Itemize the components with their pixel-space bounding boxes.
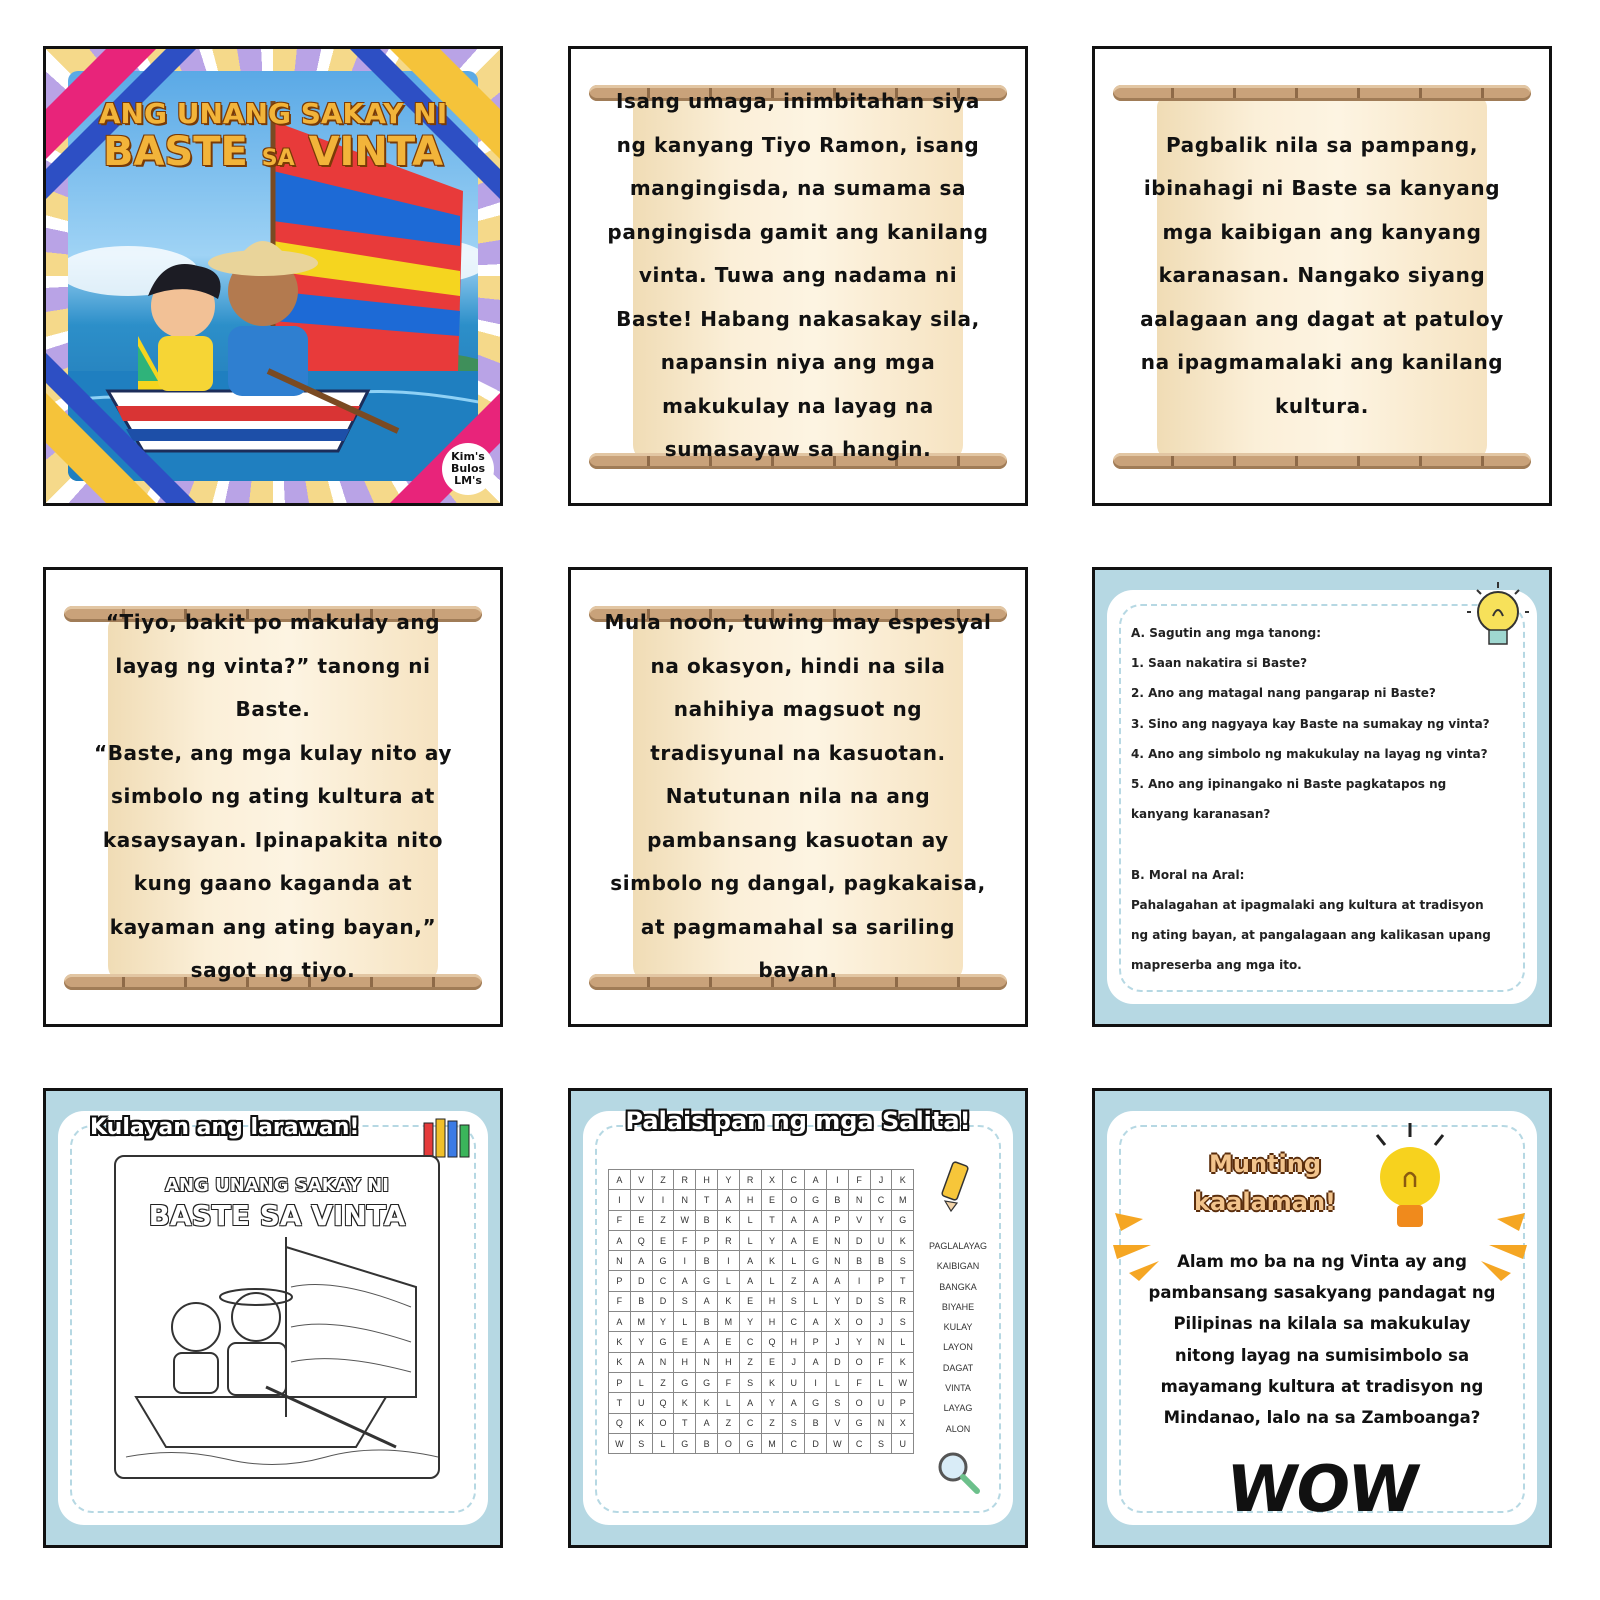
wordsearch-cell: M bbox=[717, 1312, 739, 1332]
wordsearch-cell: C bbox=[739, 1413, 761, 1433]
wordsearch-word: LAYON bbox=[943, 1342, 973, 1353]
wordsearch-cell: F bbox=[870, 1352, 892, 1372]
wordsearch-cell: X bbox=[761, 1170, 783, 1190]
wordsearch-cell: A bbox=[739, 1271, 761, 1291]
wordsearch-cell: A bbox=[739, 1251, 761, 1271]
cover-card bbox=[43, 46, 503, 506]
wordsearch-cell: U bbox=[870, 1230, 892, 1250]
wordsearch-cell: E bbox=[761, 1352, 783, 1372]
wordsearch-cell: P bbox=[805, 1332, 827, 1352]
wordsearch-cell: A bbox=[805, 1352, 827, 1372]
wordsearch-cell: C bbox=[783, 1170, 805, 1190]
cover-title-line2 bbox=[46, 129, 500, 175]
wordsearch-cell: M bbox=[761, 1433, 783, 1453]
wordsearch-cell: M bbox=[892, 1190, 914, 1210]
questions-text: A. Sagutin ang mga tanong: 1. Saan nakatira si Baste? 2. Ano ang matagal nang pangarap ni Baste? 3. Sino ang nagyaya kay Baste na sumakay ng vinta? 4. Ano ang simbolo ng makukulay na layag ng vinta? 5. Ano ang ipinangako ni Baste pagkatapos ng kanyang karanasan? B. Moral na Aral: Pahalagahan at ipagmalaki ang kultura at tradisyon ng ating bayan, at pangalagaan ang kalikasan upang mapreserba ang mga ito. bbox=[1131, 626, 1491, 973]
wordsearch-cell: Q bbox=[630, 1230, 652, 1250]
wordsearch-cell: Z bbox=[652, 1170, 674, 1190]
wordsearch-cell: R bbox=[739, 1170, 761, 1190]
wordsearch-cell: A bbox=[826, 1271, 848, 1291]
wordsearch-cell: I bbox=[652, 1190, 674, 1210]
wordsearch-cell: Q bbox=[609, 1413, 631, 1433]
wordsearch-cell: A bbox=[805, 1210, 827, 1230]
wordsearch-cell: E bbox=[739, 1291, 761, 1311]
wordsearch-cell: S bbox=[674, 1291, 696, 1311]
wordsearch-cell: N bbox=[870, 1332, 892, 1352]
wordsearch-cell: W bbox=[892, 1372, 914, 1392]
wordsearch-cell: L bbox=[761, 1271, 783, 1291]
wordsearch-cell: Z bbox=[739, 1352, 761, 1372]
wordsearch-cell: P bbox=[696, 1230, 718, 1250]
wordsearch-cell: F bbox=[848, 1170, 870, 1190]
wordsearch-cell: U bbox=[783, 1372, 805, 1392]
wordsearch-cell: O bbox=[848, 1352, 870, 1372]
wordsearch-cell: A bbox=[783, 1393, 805, 1413]
wordsearch-word-list bbox=[923, 1236, 993, 1439]
wordsearch-cell: A bbox=[696, 1332, 718, 1352]
wordsearch-word: DAGAT bbox=[942, 1362, 974, 1373]
wordsearch-cell: V bbox=[848, 1210, 870, 1230]
wordsearch-cell: A bbox=[609, 1230, 631, 1250]
wordsearch-cell: E bbox=[652, 1230, 674, 1250]
wordsearch-cell: Z bbox=[652, 1372, 674, 1392]
wordsearch-row bbox=[609, 1433, 914, 1453]
wordsearch-cell: K bbox=[717, 1210, 739, 1230]
wordsearch-cell: R bbox=[674, 1170, 696, 1190]
wordsearch-cell: G bbox=[674, 1433, 696, 1453]
wordsearch-cell: N bbox=[609, 1251, 631, 1271]
wordsearch-cell: R bbox=[717, 1230, 739, 1250]
wordsearch-cell: U bbox=[630, 1393, 652, 1413]
wordsearch-page bbox=[568, 1088, 1028, 1548]
wordsearch-cell: K bbox=[630, 1413, 652, 1433]
wordsearch-cell: K bbox=[717, 1291, 739, 1311]
wordsearch-cell: K bbox=[892, 1170, 914, 1190]
wordsearch-row bbox=[609, 1413, 914, 1433]
cover-title-baste: BASTE bbox=[102, 129, 248, 175]
wordsearch-cell: H bbox=[783, 1332, 805, 1352]
wordsearch-cell: D bbox=[652, 1291, 674, 1311]
wordsearch-cell: B bbox=[696, 1210, 718, 1230]
wordsearch-cell: N bbox=[674, 1190, 696, 1210]
wordsearch-cell: B bbox=[696, 1251, 718, 1271]
wordsearch-cell: L bbox=[783, 1251, 805, 1271]
wordsearch-cell: A bbox=[805, 1312, 827, 1332]
wordsearch-cell: Z bbox=[761, 1413, 783, 1433]
wordsearch-cell: E bbox=[674, 1332, 696, 1352]
wordsearch-cell: Z bbox=[783, 1271, 805, 1291]
wordsearch-cell: I bbox=[609, 1190, 631, 1210]
wordsearch-cell: P bbox=[870, 1271, 892, 1291]
coloring-image-frame bbox=[114, 1155, 440, 1479]
wordsearch-cell: F bbox=[717, 1372, 739, 1392]
wordsearch-cell: A bbox=[805, 1170, 827, 1190]
wordsearch-cell: D bbox=[848, 1230, 870, 1250]
wordsearch-cell: F bbox=[609, 1210, 631, 1230]
wordsearch-word: KAIBIGAN bbox=[936, 1261, 980, 1272]
wordsearch-row bbox=[609, 1170, 914, 1190]
wordsearch-word: VINTA bbox=[945, 1383, 971, 1394]
wordsearch-cell: D bbox=[826, 1352, 848, 1372]
wordsearch-cell: E bbox=[630, 1210, 652, 1230]
wordsearch-cell: V bbox=[630, 1190, 652, 1210]
wordsearch-cell: B bbox=[696, 1312, 718, 1332]
wordsearch-cell: B bbox=[630, 1291, 652, 1311]
wordsearch-cell: N bbox=[826, 1251, 848, 1271]
wordsearch-cell: G bbox=[892, 1210, 914, 1230]
wordsearch-cell: C bbox=[652, 1271, 674, 1291]
wordsearch-cell: F bbox=[848, 1372, 870, 1392]
wordsearch-cell: Y bbox=[870, 1210, 892, 1230]
cover-title-vinta: VINTA bbox=[308, 129, 444, 175]
wordsearch-cell: K bbox=[609, 1332, 631, 1352]
wordsearch-cell: Y bbox=[717, 1170, 739, 1190]
wordsearch-word: KULAY bbox=[943, 1322, 973, 1333]
wordsearch-cell: C bbox=[870, 1190, 892, 1210]
lightbulb-icon bbox=[1365, 1121, 1455, 1241]
wordsearch-cell: G bbox=[652, 1251, 674, 1271]
wordsearch-cell: H bbox=[674, 1352, 696, 1372]
wordsearch-cell: E bbox=[761, 1190, 783, 1210]
wordsearch-cell: H bbox=[717, 1352, 739, 1372]
wordsearch-cell: I bbox=[805, 1372, 827, 1392]
fact-page bbox=[1092, 1088, 1552, 1548]
wordsearch-cell: K bbox=[609, 1352, 631, 1372]
wordsearch-cell: X bbox=[892, 1413, 914, 1433]
wordsearch-cell: D bbox=[630, 1271, 652, 1291]
wordsearch-cell: Y bbox=[739, 1312, 761, 1332]
wordsearch-row bbox=[609, 1332, 914, 1352]
wordsearch-cell: S bbox=[870, 1291, 892, 1311]
wordsearch-cell: C bbox=[783, 1312, 805, 1332]
wordsearch-cell: B bbox=[870, 1251, 892, 1271]
coloring-heading: Kulayan ang larawan! bbox=[90, 1115, 360, 1140]
boat-line-art-image bbox=[116, 1157, 438, 1477]
wordsearch-cell: S bbox=[739, 1372, 761, 1392]
wordsearch-cell: O bbox=[652, 1413, 674, 1433]
wordsearch-cell: D bbox=[805, 1433, 827, 1453]
wordsearch-cell: Q bbox=[761, 1332, 783, 1352]
coloring-title-line1: ANG UNANG SAKAY NI bbox=[165, 1175, 389, 1196]
cover-title-line1: ANG UNANG SAKAY NI bbox=[98, 97, 448, 130]
wordsearch-cell: N bbox=[696, 1352, 718, 1372]
wordsearch-cell: A bbox=[783, 1210, 805, 1230]
wordsearch-cell: A bbox=[630, 1352, 652, 1372]
wordsearch-row bbox=[609, 1372, 914, 1392]
wordsearch-cell: U bbox=[892, 1433, 914, 1453]
wordsearch-cell: E bbox=[717, 1332, 739, 1352]
wordsearch-cell: B bbox=[805, 1413, 827, 1433]
wordsearch-row bbox=[609, 1251, 914, 1271]
wordsearch-cell: B bbox=[696, 1433, 718, 1453]
wordsearch-row bbox=[609, 1190, 914, 1210]
wordsearch-row bbox=[609, 1271, 914, 1291]
wordsearch-heading: Palaisipan ng mga Salita! bbox=[625, 1107, 971, 1135]
cover-title-sa: SA bbox=[261, 146, 295, 171]
wordsearch-cell: L bbox=[717, 1393, 739, 1413]
wow-text: WOW bbox=[1222, 1453, 1422, 1527]
wordsearch-cell: A bbox=[674, 1271, 696, 1291]
wordsearch-cell: S bbox=[870, 1433, 892, 1453]
pencil-icon bbox=[937, 1159, 977, 1215]
wordsearch-cell: Y bbox=[761, 1393, 783, 1413]
wordsearch-cell: O bbox=[783, 1190, 805, 1210]
wordsearch-cell: I bbox=[826, 1170, 848, 1190]
wordsearch-cell: C bbox=[848, 1433, 870, 1453]
wordsearch-cell: N bbox=[848, 1190, 870, 1210]
wordsearch-cell: S bbox=[783, 1291, 805, 1311]
wordsearch-cell: W bbox=[826, 1433, 848, 1453]
wordsearch-cell: N bbox=[652, 1352, 674, 1372]
story-page-5 bbox=[568, 567, 1028, 1027]
wordsearch-cell: X bbox=[826, 1312, 848, 1332]
wordsearch-cell: Q bbox=[652, 1393, 674, 1413]
wordsearch-cell: J bbox=[826, 1332, 848, 1352]
wordsearch-cell: I bbox=[674, 1251, 696, 1271]
wordsearch-cell: T bbox=[609, 1393, 631, 1413]
wordsearch-cell: A bbox=[609, 1170, 631, 1190]
wordsearch-cell: H bbox=[761, 1312, 783, 1332]
wordsearch-cell: Y bbox=[652, 1312, 674, 1332]
wordsearch-cell: B bbox=[826, 1190, 848, 1210]
wordsearch-cell: A bbox=[717, 1190, 739, 1210]
wordsearch-cell: A bbox=[609, 1312, 631, 1332]
wordsearch-cell: L bbox=[652, 1433, 674, 1453]
wordsearch-cell: G bbox=[805, 1393, 827, 1413]
wordsearch-cell: Z bbox=[652, 1210, 674, 1230]
story-page-4 bbox=[43, 567, 503, 1027]
wordsearch-row bbox=[609, 1291, 914, 1311]
wordsearch-cell: O bbox=[848, 1312, 870, 1332]
wordsearch-cell: K bbox=[674, 1393, 696, 1413]
wordsearch-cell: A bbox=[783, 1230, 805, 1250]
story-text: Isang umaga, inimbitahan siya ng kanyang Tiyo Ramon, isang mangingisda, na sumama sa pangingisda gamit ang kanilang vinta. Tuwa ang nadama ni Baste! Habang nakasakay sila, napansin niya ang mga makukulay na layag na sumasayaw sa hangin. bbox=[607, 89, 989, 462]
wordsearch-cell: P bbox=[892, 1393, 914, 1413]
wordsearch-cell: N bbox=[826, 1230, 848, 1250]
wordsearch-word: ALON bbox=[945, 1423, 971, 1434]
wordsearch-cell: G bbox=[805, 1190, 827, 1210]
wordsearch-cell: S bbox=[826, 1393, 848, 1413]
wordsearch-cell: Z bbox=[717, 1413, 739, 1433]
wordsearch-cell: H bbox=[696, 1170, 718, 1190]
wordsearch-cell: G bbox=[739, 1433, 761, 1453]
wordsearch-cell: G bbox=[652, 1332, 674, 1352]
wordsearch-cell: A bbox=[739, 1393, 761, 1413]
wordsearch-cell: B bbox=[848, 1251, 870, 1271]
wordsearch-cell: I bbox=[848, 1271, 870, 1291]
story-text: “Tiyo, bakit po makulay ang layag ng vinta?” tanong ni Baste. “Baste, ang mga kulay nito ay simbolo ng ating kultura at kasaysayan. Ipinapakita nito kung gaano kaganda at kayaman ang ating bayan,” sagot ng tiyo. bbox=[93, 610, 453, 983]
story-text: Pagbalik nila sa pampang, ibinahagi ni Baste sa kanyang mga kaibigan ang kanyang karanasan. Nangako siyang aalagaan ang dagat at patuloy na ipagmamalaki ang kanilang kultura. bbox=[1140, 132, 1504, 418]
wordsearch-cell: T bbox=[761, 1210, 783, 1230]
wordsearch-cell: J bbox=[870, 1312, 892, 1332]
wordsearch-cell: Y bbox=[630, 1332, 652, 1352]
coloring-page bbox=[43, 1088, 503, 1548]
wordsearch-cell: G bbox=[696, 1372, 718, 1392]
wordsearch-cell: L bbox=[674, 1312, 696, 1332]
wordsearch-cell: S bbox=[630, 1433, 652, 1453]
wordsearch-row bbox=[609, 1352, 914, 1372]
wordsearch-cell: J bbox=[783, 1352, 805, 1372]
wordsearch-cell: R bbox=[892, 1291, 914, 1311]
wordsearch-cell: C bbox=[783, 1433, 805, 1453]
wordsearch-cell: K bbox=[892, 1230, 914, 1250]
wordsearch-cell: M bbox=[630, 1312, 652, 1332]
fact-heading-line1: Munting bbox=[1208, 1150, 1322, 1178]
wordsearch-grid bbox=[608, 1169, 914, 1454]
wordsearch-cell: K bbox=[696, 1393, 718, 1413]
wordsearch-row bbox=[609, 1312, 914, 1332]
wordsearch-cell: T bbox=[674, 1413, 696, 1433]
wordsearch-cell: L bbox=[870, 1372, 892, 1392]
wordsearch-cell: L bbox=[717, 1271, 739, 1291]
wordsearch-cell: G bbox=[848, 1413, 870, 1433]
brand-logo: Kim's Bulos LM's bbox=[442, 443, 494, 495]
fact-heading-line2: kaalaman! bbox=[1193, 1188, 1336, 1216]
wordsearch-cell: Y bbox=[848, 1332, 870, 1352]
wordsearch-cell: L bbox=[805, 1291, 827, 1311]
wordsearch-cell: C bbox=[739, 1332, 761, 1352]
wordsearch-cell: V bbox=[826, 1413, 848, 1433]
wordsearch-row bbox=[609, 1210, 914, 1230]
wordsearch-word: PAGLALAYAG bbox=[928, 1241, 988, 1251]
wordsearch-cell: O bbox=[848, 1393, 870, 1413]
wordsearch-cell: K bbox=[761, 1372, 783, 1392]
wordsearch-cell: L bbox=[739, 1210, 761, 1230]
wordsearch-cell: G bbox=[805, 1251, 827, 1271]
wordsearch-cell: P bbox=[826, 1210, 848, 1230]
wordsearch-cell: J bbox=[870, 1170, 892, 1190]
wordsearch-word: BIYAHE bbox=[941, 1301, 975, 1312]
magnifier-icon bbox=[935, 1449, 981, 1495]
wordsearch-cell: L bbox=[826, 1372, 848, 1392]
wordsearch-cell: K bbox=[892, 1352, 914, 1372]
wordsearch-row bbox=[609, 1230, 914, 1250]
fact-text: Alam mo ba na ng Vinta ay ang pambansang sasakyang pandagat ng Pilipinas na kilala sa makukulay nitong layag na sumisimbolo sa mayamang kultura at tradisyon ng Mindanao, lalo na sa Zamboanga? bbox=[1148, 1252, 1496, 1428]
wordsearch-cell: A bbox=[630, 1251, 652, 1271]
wordsearch-cell: U bbox=[870, 1393, 892, 1413]
wordsearch-row bbox=[609, 1393, 914, 1413]
wordsearch-cell: L bbox=[630, 1372, 652, 1392]
wordsearch-cell: F bbox=[674, 1230, 696, 1250]
fact-heading bbox=[1185, 1145, 1345, 1221]
wordsearch-word: LAYAG bbox=[943, 1403, 973, 1414]
wordsearch-cell: V bbox=[630, 1170, 652, 1190]
wordsearch-cell: W bbox=[674, 1210, 696, 1230]
wordsearch-cell: D bbox=[848, 1291, 870, 1311]
wordsearch-cell: I bbox=[717, 1251, 739, 1271]
wordsearch-cell: Y bbox=[761, 1230, 783, 1250]
story-page-3 bbox=[1092, 46, 1552, 506]
wordsearch-cell: T bbox=[892, 1271, 914, 1291]
wordsearch-cell: S bbox=[892, 1312, 914, 1332]
wordsearch-cell: A bbox=[696, 1413, 718, 1433]
wordsearch-cell: G bbox=[674, 1372, 696, 1392]
wordsearch-cell: E bbox=[805, 1230, 827, 1250]
wordsearch-cell: G bbox=[696, 1271, 718, 1291]
wordsearch-cell: H bbox=[739, 1190, 761, 1210]
wordsearch-cell: A bbox=[696, 1291, 718, 1311]
wordsearch-cell: S bbox=[783, 1413, 805, 1433]
wordsearch-cell: H bbox=[761, 1291, 783, 1311]
wordsearch-word: BANGKA bbox=[939, 1281, 977, 1292]
wordsearch-cell: P bbox=[609, 1271, 631, 1291]
wordsearch-cell: T bbox=[696, 1190, 718, 1210]
wordsearch-cell: L bbox=[739, 1230, 761, 1250]
story-text: Mula noon, tuwing may espesyal na okasyon, hindi na sila nahihiya magsuot ng tradisyunal na kasuotan. Natutunan nila na ang pambansang kasuotan ay simbolo ng dangal, pagkakaisa, at pagmamahal sa sariling bayan. bbox=[604, 610, 992, 983]
wordsearch-cell: P bbox=[609, 1372, 631, 1392]
wordsearch-cell: N bbox=[870, 1413, 892, 1433]
wordsearch-cell: L bbox=[892, 1332, 914, 1352]
wordsearch-cell: F bbox=[609, 1291, 631, 1311]
wordsearch-cell: Y bbox=[826, 1291, 848, 1311]
wordsearch-cell: K bbox=[761, 1251, 783, 1271]
wordsearch-cell: W bbox=[609, 1433, 631, 1453]
wordsearch-cell: O bbox=[717, 1433, 739, 1453]
story-page-2 bbox=[568, 46, 1028, 506]
wordsearch-cell: A bbox=[805, 1271, 827, 1291]
coloring-title-line2: BASTE SA VINTA bbox=[148, 1199, 406, 1232]
wordsearch-cell: S bbox=[892, 1251, 914, 1271]
questions-page bbox=[1092, 567, 1552, 1027]
